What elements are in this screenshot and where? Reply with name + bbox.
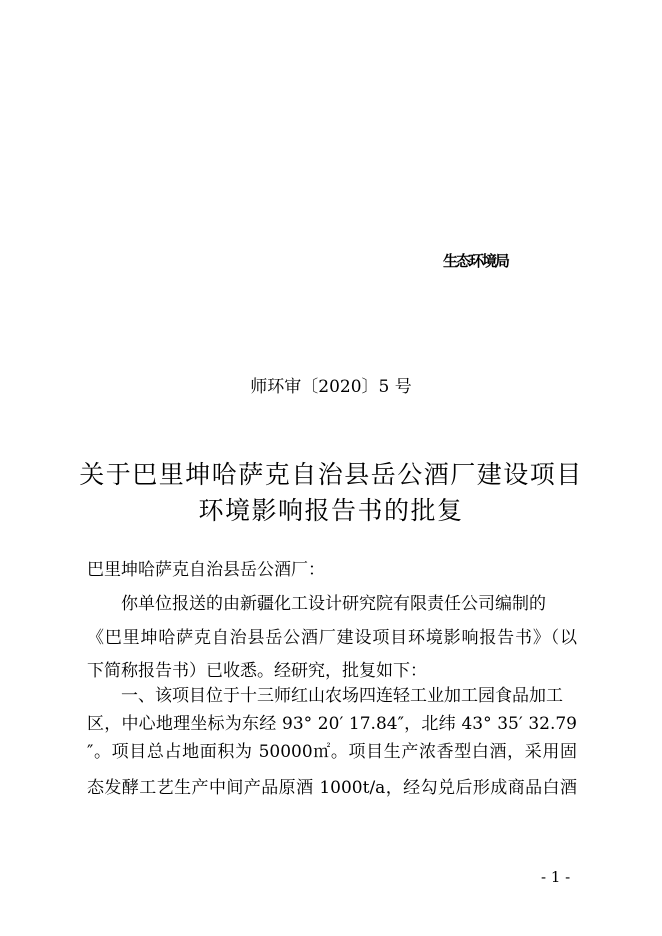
body-line: ″。项目总占地面积为 50000㎡。项目生产浓香型白酒，采用固	[87, 742, 577, 762]
body-line: 你单位报送的由新疆化工设计研究院有限责任公司编制的	[121, 594, 546, 614]
body-line: 态发酵工艺生产中间产品原酒 1000t/a，经勾兑后形成商品白酒	[87, 778, 577, 798]
salutation: 巴里坤哈萨克自治县岳公酒厂：	[87, 560, 325, 580]
body-line: 下简称报告书）已收悉。经研究，批复如下：	[87, 661, 427, 681]
document-title-line-1: 关于巴里坤哈萨克自治县岳公酒厂建设项目	[79, 460, 583, 489]
body-line: 《巴里坤哈萨克自治县岳公酒厂建设项目环境影响报告书》（以	[87, 628, 577, 648]
document-number: 师环审〔2020〕5 号	[250, 377, 412, 397]
body-line: 一、该项目位于十三师红山农场四连轻工业加工园食品加工	[121, 686, 563, 706]
issuing-org-name: 生态环境局	[443, 252, 509, 270]
document-title-line-2: 环境影响报告书的批复	[198, 496, 464, 525]
body-line: 区，中心地理坐标为东经 93° 20′ 17.84″，北纬 43° 35′ 32.79	[87, 714, 577, 734]
page-number: - 1 -	[541, 868, 571, 886]
